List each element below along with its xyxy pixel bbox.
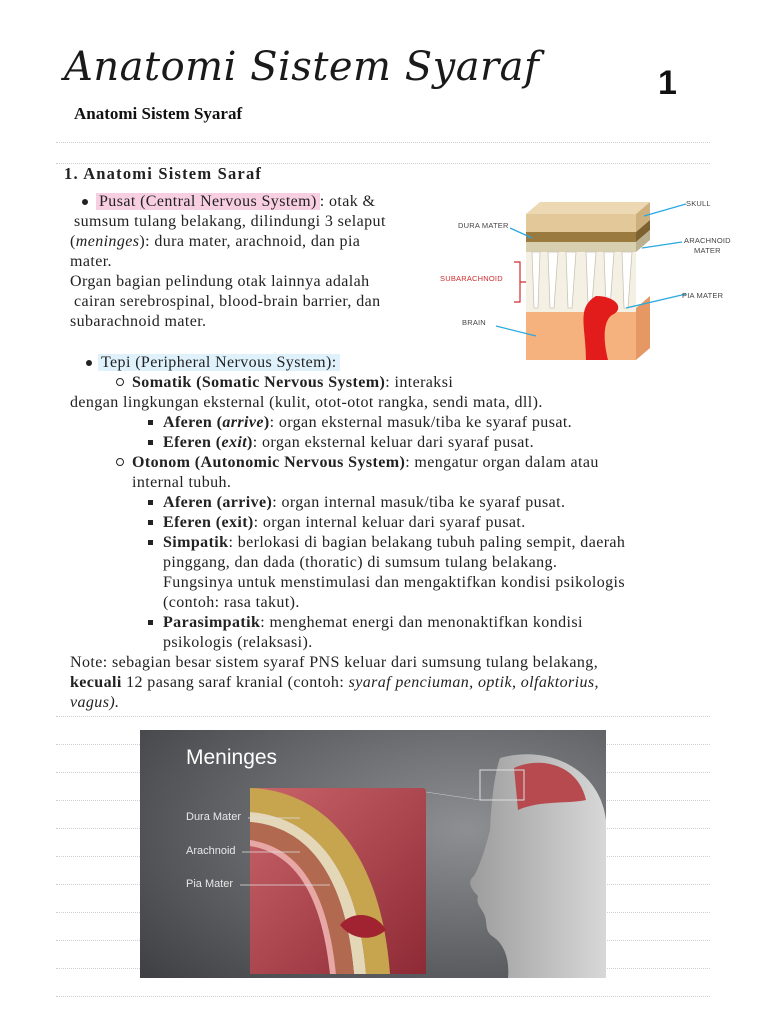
parasimpatik-rest: : menghemat energi dan menonaktifkan kondisi bbox=[260, 614, 583, 631]
tepi-heading bbox=[98, 353, 340, 373]
simpatik-line-2: pinggang, dan dada (thoratic) di sumsum tulang belakang. bbox=[163, 554, 558, 571]
parasimpatik-line-2: psikologis (relaksasi). bbox=[163, 634, 313, 651]
ruled-line bbox=[56, 142, 710, 143]
parasimpatik-bold: Parasimpatik bbox=[163, 614, 261, 631]
subarachnoid-bracket bbox=[514, 262, 526, 302]
illustration-label-pia: Pia Mater bbox=[186, 878, 234, 890]
page-title-script: Anatomi Sistem Syaraf bbox=[64, 44, 540, 90]
pusat-line-5: Organ bagian pelindung otak lainnya adalah bbox=[70, 273, 370, 290]
pusat-line-4: mater. bbox=[70, 253, 112, 270]
paren-open: ( bbox=[70, 233, 76, 250]
note-line-2-rest: 12 pasang saraf kranial (contoh: bbox=[121, 674, 349, 691]
eferen2-bold: Eferen (exit) bbox=[163, 514, 254, 531]
note-line-3-italic: vagus). bbox=[70, 694, 120, 711]
somatik-bold: Somatik (Somatic Nervous System) bbox=[132, 374, 386, 391]
illustration-label-arachnoid: Arachnoid bbox=[186, 845, 236, 857]
pusat-line-1 bbox=[96, 192, 375, 212]
aferen1-rest: : organ eksternal masuk/tiba ke syaraf pusat. bbox=[269, 414, 573, 431]
note-line-3 bbox=[70, 693, 119, 713]
aferen-internal bbox=[163, 493, 565, 513]
bullet-circle bbox=[116, 378, 124, 386]
eferen1-rest: : organ eksternal keluar dari syaraf pusat. bbox=[252, 434, 535, 451]
otonom-line-2: internal tubuh. bbox=[132, 474, 232, 491]
somatik-line-2: dengan lingkungan eksternal (kulit, otot-otot rangka, sendi mata, dll). bbox=[70, 394, 543, 411]
aferen1-bold: Aferen ( bbox=[163, 414, 223, 431]
bullet-square bbox=[148, 540, 153, 545]
subarachnoid-space bbox=[526, 252, 636, 312]
bullet-square bbox=[148, 440, 153, 445]
note-line-2-italic: syaraf penciuman, optik, olfaktorius, bbox=[348, 674, 599, 691]
label-subarachnoid: SUBARACHNOID bbox=[440, 274, 503, 283]
bullet-square bbox=[148, 520, 153, 525]
simpatik-line-1 bbox=[163, 533, 625, 553]
pusat-line-7: subarachnoid mater. bbox=[70, 313, 207, 330]
pusat-line-3-rest: ): dura mater, arachnoid, dan pia bbox=[139, 233, 361, 250]
otonom-bold: Otonom (Autonomic Nervous System) bbox=[132, 454, 406, 471]
somatik-rest: : interaksi bbox=[385, 374, 454, 391]
arachnoid-layer bbox=[526, 242, 636, 252]
aferen-external bbox=[163, 413, 572, 433]
bullet bbox=[82, 199, 88, 205]
label-dura-mater: DURA MATER bbox=[458, 221, 509, 230]
simpatik-line-3: Fungsinya untuk menstimulasi dan mengaktifkan kondisi psikologis bbox=[163, 574, 626, 591]
parasimpatik-line-1 bbox=[163, 613, 583, 633]
label-pia-mater: PIA MATER bbox=[682, 291, 724, 300]
aferen1-close: ) bbox=[263, 414, 270, 431]
note-line-1: Note: sebagian besar sistem syaraf PNS keluar dari sumsung tulang belakang, bbox=[70, 654, 599, 671]
pusat-highlight: Pusat (Central Nervous System) bbox=[96, 193, 320, 210]
meninges-italic: meninges bbox=[75, 233, 140, 250]
bullet-square bbox=[148, 620, 153, 625]
ruled-line bbox=[56, 716, 710, 717]
otonom-line-1 bbox=[132, 453, 599, 473]
skull-front bbox=[526, 214, 636, 232]
page-subtitle: Anatomi Sistem Syaraf bbox=[74, 104, 243, 123]
label-brain: BRAIN bbox=[462, 318, 486, 327]
pusat-line-3 bbox=[70, 232, 360, 252]
label-skull: SKULL bbox=[686, 199, 711, 208]
meninges-illustration bbox=[140, 730, 606, 978]
pointer-skull bbox=[644, 204, 686, 216]
eferen1-italic: exit bbox=[221, 434, 248, 451]
illustration-title: Meninges bbox=[186, 746, 278, 769]
dura-layer bbox=[526, 232, 636, 242]
eferen1-close: ) bbox=[247, 434, 253, 451]
pusat-line-6: cairan serebrospinal, blood-brain barrier, dan bbox=[74, 293, 381, 310]
otonom-rest: : mengatur organ dalam atau bbox=[405, 454, 599, 471]
aferen2-rest: : organ internal masuk/tiba ke syaraf pusat. bbox=[272, 494, 566, 511]
skull-top-face bbox=[526, 202, 650, 214]
aferen2-bold: Aferen (arrive) bbox=[163, 494, 273, 511]
eferen2-rest: : organ internal keluar dari syaraf pusat. bbox=[253, 514, 526, 531]
ruled-line bbox=[56, 996, 710, 997]
simpatik-line-4: (contoh: rasa takut). bbox=[163, 594, 300, 611]
label-arachnoid-mater: MATER bbox=[694, 246, 721, 255]
note-kecuali: kecuali bbox=[70, 674, 122, 691]
page-number: 1 bbox=[658, 64, 677, 102]
pointer-arachnoid bbox=[642, 242, 682, 248]
bullet-circle bbox=[116, 458, 124, 466]
simpatik-rest: : berlokasi di bagian belakang tubuh paling sempit, daerah bbox=[228, 534, 626, 551]
simpatik-bold: Simpatik bbox=[163, 534, 229, 551]
eferen-internal bbox=[163, 513, 526, 533]
bullet bbox=[86, 360, 92, 366]
bullet-square bbox=[148, 420, 153, 425]
eferen1-bold: Eferen ( bbox=[163, 434, 222, 451]
eferen-external bbox=[163, 433, 534, 453]
brain-block bbox=[526, 312, 636, 360]
illustration-label-dura: Dura Mater bbox=[186, 811, 242, 823]
label-arachnoid: ARACHNOID bbox=[684, 236, 731, 245]
pusat-line-2: sumsum tulang belakang, dilindungi 3 selaput bbox=[74, 213, 386, 230]
pusat-line-1-rest: : otak & bbox=[319, 193, 376, 210]
note-line-2 bbox=[70, 673, 599, 693]
aferen1-italic: arrive bbox=[222, 414, 264, 431]
section-heading: 1. Anatomi Sistem Saraf bbox=[64, 164, 263, 183]
tepi-highlight: Tepi (Peripheral Nervous System): bbox=[98, 354, 340, 371]
somatik-line-1 bbox=[132, 373, 453, 393]
bullet-square bbox=[148, 500, 153, 505]
